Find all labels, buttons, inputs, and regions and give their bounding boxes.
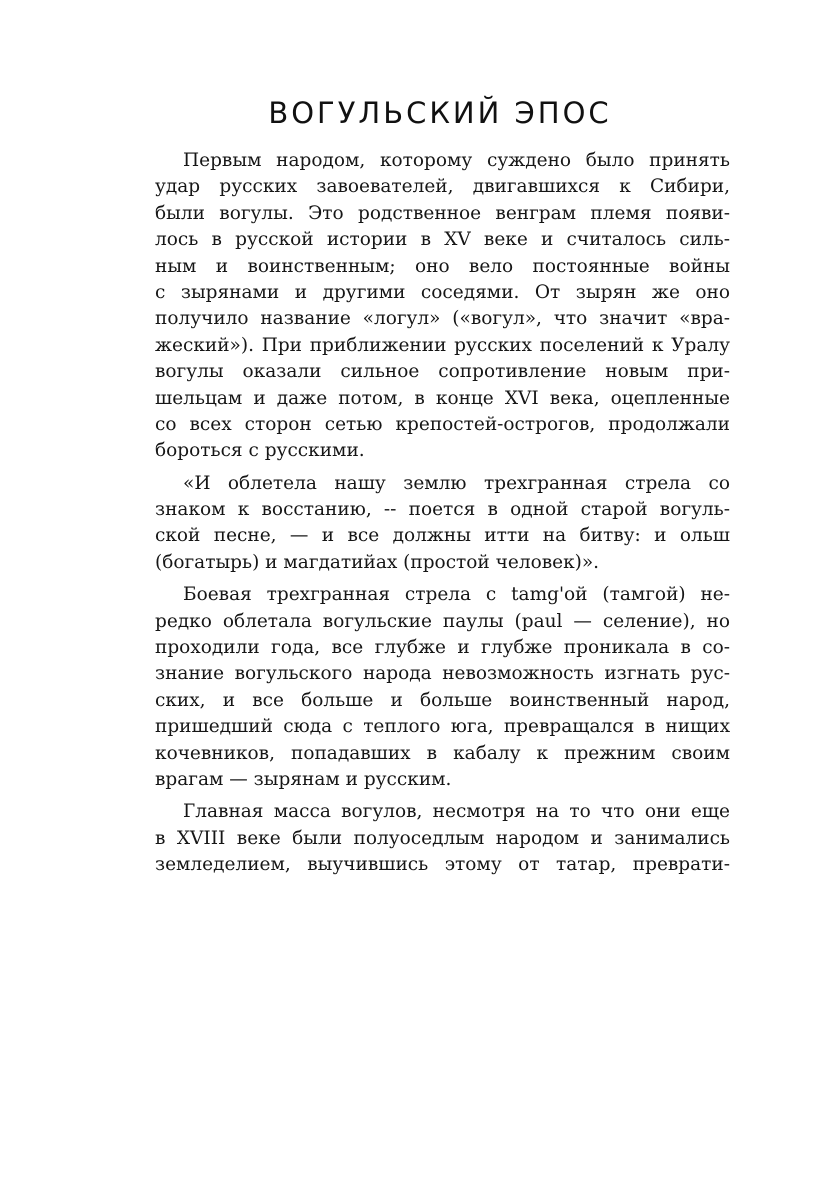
body-text <box>155 148 730 879</box>
text-line: вогулы оказали сильное сопротивление новым при- <box>155 361 730 383</box>
text-line: жеский»). При приближении русских поселений к Уралу <box>155 334 730 356</box>
text-line: Боевая трехгранная стрела с tamg'ой (тамгой) не- <box>183 584 730 606</box>
text-line: Первым народом, которому суждено было принять <box>183 150 730 171</box>
text-line: были вогулы. Это родственное венграм племя появи- <box>155 202 730 224</box>
text-line: Главная масса вогулов, несмотря на то что они еще <box>183 801 730 823</box>
text-line: проходили года, все глубже и глубже проникала в со- <box>155 637 730 659</box>
text-line: в XVIII веке были полуоседлым народом и занимались <box>155 827 730 849</box>
text-line: (богатырь) и магдатийах (простой человек)». <box>155 551 600 573</box>
chapter-title: ВОГУЛЬСКИЙ ЭПОС <box>268 96 612 130</box>
text-line: бороться с русскими. <box>155 440 365 462</box>
text-line: с зырянами и другими соседями. От зырян же оно <box>155 281 730 303</box>
text-line: ным и воинственным; оно вело постоянные войны <box>155 255 730 277</box>
text-line: лось в русской истории в XV веке и считалось силь- <box>155 229 730 251</box>
paragraph-2 <box>155 471 730 577</box>
text-line: знаком к восстанию, -- поется в одной старой вогуль- <box>155 499 730 521</box>
text-line: врагам — зырянам и русским. <box>155 768 452 790</box>
text-line: земледелием, выучившись этому от татар, преврати- <box>155 854 730 876</box>
text-line: получило название «логул» («вогул», что значит «вра- <box>155 308 730 330</box>
paragraph-1 <box>155 148 730 465</box>
text-line: кочевников, попадавших в кабалу к прежним своим <box>155 742 730 764</box>
text-line: знание вогульского народа невозможность изгнать рус- <box>155 663 730 685</box>
paragraph-4 <box>155 799 730 878</box>
text-line: ской песне, — и все должны итти на битву: и ольш <box>155 525 730 547</box>
text-line: «И облетела нашу землю трехгранная стрела со <box>183 472 730 494</box>
text-line: редко облетала вогульские паулы (paul — селение), но <box>155 610 730 632</box>
text-line: ских, и все больше и больше воинственный народ, <box>155 689 730 711</box>
text-line: со всех сторон сетью крепостей-острогов, продолжали <box>155 413 730 435</box>
text-line: удар русских завоевателей, двигавшихся к Сибири, <box>155 176 730 198</box>
paragraph-3 <box>155 582 730 793</box>
text-line: шельцам и даже потом, в конце XVI века, оцепленные <box>155 387 730 409</box>
text-line: пришедший сюда с теплого юга, превращался в нищих <box>155 716 730 738</box>
